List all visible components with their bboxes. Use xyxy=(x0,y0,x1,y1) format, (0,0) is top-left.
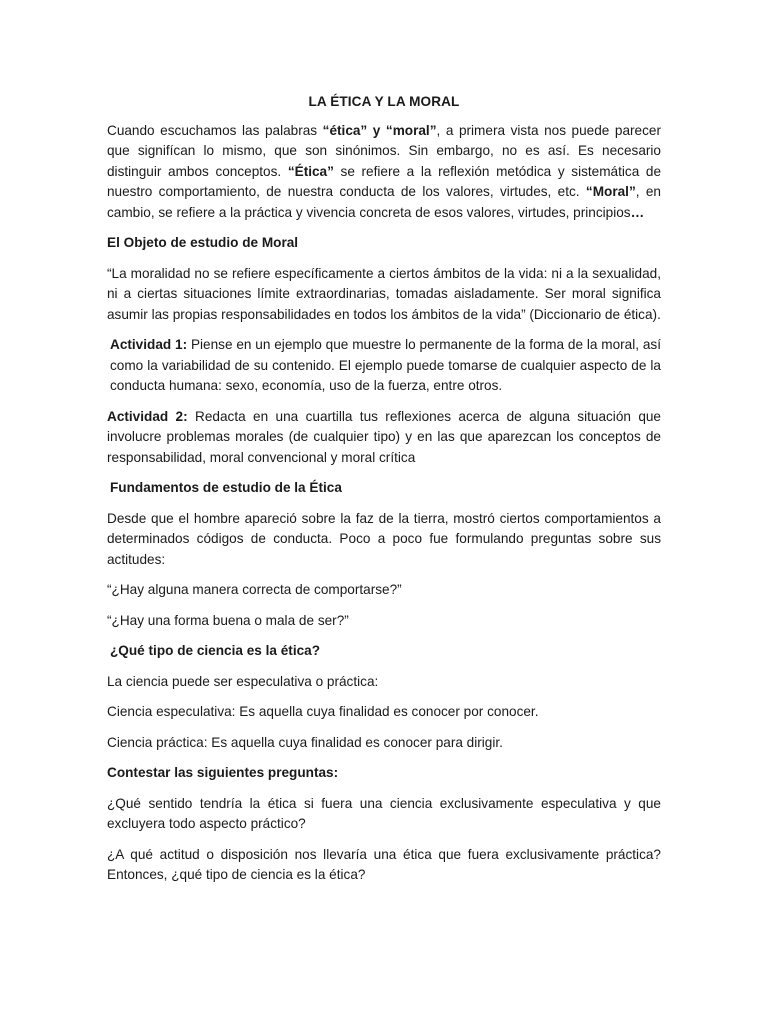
actividad-1-label: Actividad 1: xyxy=(110,337,188,352)
actividad-1-text: Piense en un ejemplo que muestre lo permanente de la forma de la moral, así como la variabilidad de su contenido. El ejemplo puede tomarse de cualquier aspecto de la conducta humana: sexo, economía, uso de la fuerza, entre otros. xyxy=(110,337,661,393)
intro-paragraph xyxy=(107,121,661,224)
quote-paragraph: “La moralidad no se refiere específicamente a ciertos ámbitos de la vida: ni a la sexualidad, ni a ciertas situaciones límite extraordinarias, tomadas aisladamente. Ser moral significa asumir las propias responsabilidades en todos los ámbitos de la vida” (Diccionario de ética). xyxy=(107,265,661,322)
intro-bold-moral: “Moral” xyxy=(585,184,636,199)
actividad-2-text: Redacta en una cuartilla tus reflexiones acerca de alguna situación que involucre problemas morales (de cualquier tipo) y en las que aparezcan los conceptos de responsabilidad, moral convencional y moral crítica xyxy=(107,408,661,465)
document-title: LA ÉTICA Y LA MORAL xyxy=(308,94,460,109)
intro-bold-etica-moral: “ética” y “moral” xyxy=(322,122,437,138)
intro-text-4: , en cambio, se refiere a la práctica y vivencia concreta de esos valores, virtudes, principios xyxy=(107,184,661,220)
heading-tipo-ciencia: ¿Qué tipo de ciencia es la ética? xyxy=(110,643,321,658)
intro-bold-etica: “Ética” xyxy=(287,163,334,179)
question-2: “¿Hay una forma buena o mala de ser?” xyxy=(107,612,349,628)
heading-fundamentos: Fundamentos de estudio de la Ética xyxy=(110,480,342,495)
actividad-2-label: Actividad 2: xyxy=(107,408,188,424)
intro-text-1: Cuando escuchamos las palabras xyxy=(107,122,323,138)
intro-text-2: , a primera vista nos puede parecer que signifícan lo mismo, que son sinónimos. Sin embargo, no es así. Es necesario distinguir ambos conceptos. xyxy=(107,122,661,179)
intro-ellipsis: … xyxy=(630,204,645,220)
question-1: “¿Hay alguna manera correcta de comportarse?” xyxy=(107,582,402,597)
pregunta-1-paragraph: ¿Qué sentido tendría la ética si fuera una ciencia exclusivamente especulativa y que excluyera todo aspecto práctico? xyxy=(107,795,661,831)
heading-objeto: El Objeto de estudio de Moral xyxy=(107,235,299,250)
intro-text-3: se refiere a la reflexión metódica y sistemática de nuestro comportamiento, de nuestra conducta de los valores, virtudes, etc. xyxy=(107,163,662,199)
heading-contestar: Contestar las siguientes preguntas: xyxy=(107,765,339,780)
actividad-2-paragraph xyxy=(107,407,661,469)
especulativa-paragraph: Ciencia especulativa: Es aquella cuya finalidad es conocer por conocer. xyxy=(107,704,539,719)
actividad-1-paragraph xyxy=(107,335,661,397)
pregunta-2-paragraph: ¿A qué actitud o disposición nos llevaría una ética que fuera exclusivamente práctica? Entonces, ¿qué tipo de ciencia es la ética? xyxy=(107,846,661,882)
ciencia-paragraph: La ciencia puede ser especulativa o práctica: xyxy=(107,673,379,689)
desde-paragraph: Desde que el hombre apareció sobre la faz de la tierra, mostró ciertos comportamientos a determinados códigos de conducta. Poco a poco fue formulando preguntas sobre sus actitudes: xyxy=(107,510,661,567)
practica-paragraph: Ciencia práctica: Es aquella cuya finalidad es conocer para dirigir. xyxy=(107,734,503,750)
